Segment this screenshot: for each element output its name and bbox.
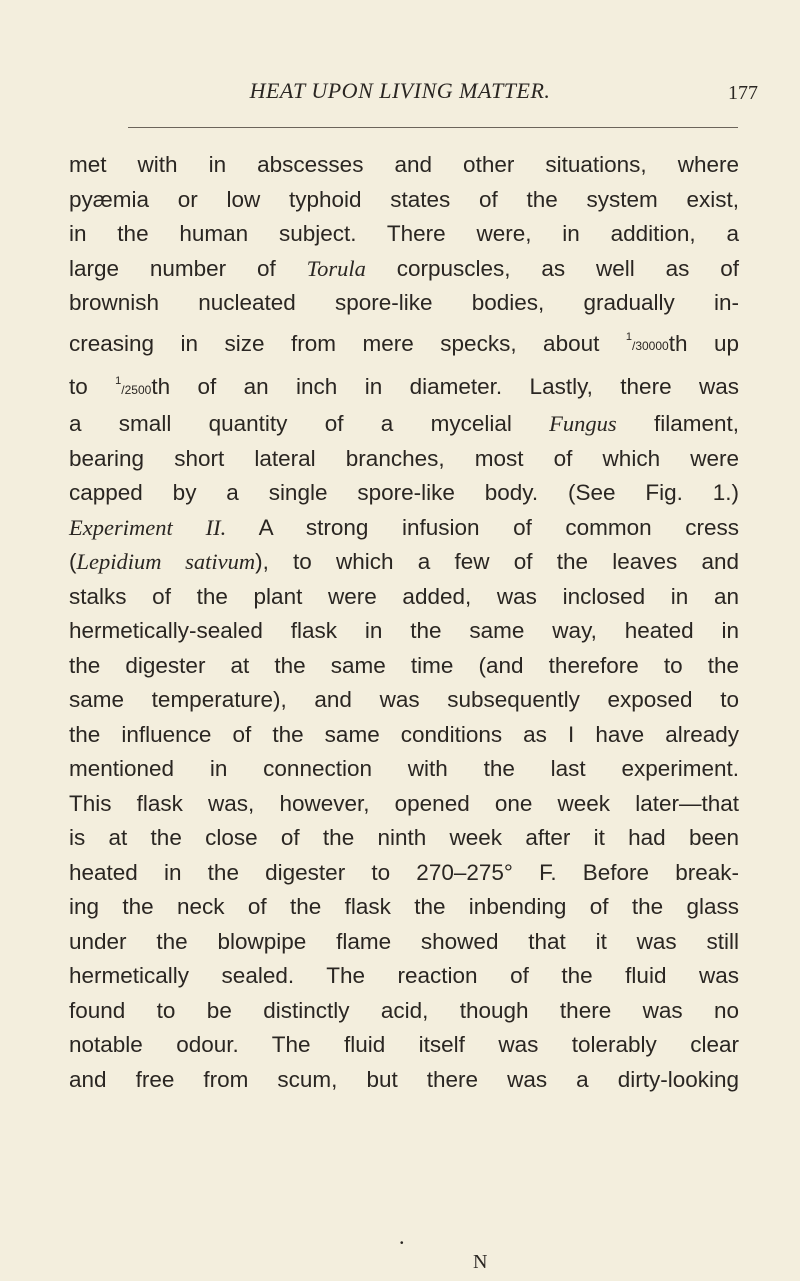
running-head: HEAT UPON LIVING MATTER. bbox=[249, 78, 551, 103]
italic-term: Experiment II. bbox=[69, 514, 227, 540]
text-line: stalks of the plant were added, was inclosed in an bbox=[69, 583, 739, 609]
text-line: and free from scum, but there was a dirty-looking bbox=[69, 1066, 739, 1092]
text-line: heated in the digester to 270–275° F. Before break- bbox=[69, 859, 739, 885]
text-line: found to be distinctly acid, though there was no bbox=[69, 997, 739, 1023]
fraction: $^1$/30000 bbox=[625, 331, 669, 354]
text-line: bearing short lateral branches, most of which were bbox=[69, 445, 739, 471]
text-line: hermetically sealed. The reaction of the fluid was bbox=[69, 963, 739, 989]
italic-term: Torula bbox=[306, 255, 366, 281]
text-line: to $^1$/2500th of an inch in diameter. Lastly, there was bbox=[69, 373, 739, 399]
text-line: (Lepidium sativum), to which a few of the leaves and bbox=[69, 549, 739, 575]
page-number: 177 bbox=[728, 82, 758, 104]
text-line: under the blowpipe flame showed that it was still bbox=[69, 928, 739, 954]
text-line: met with in abscesses and other situations, where bbox=[69, 152, 739, 177]
text-line: ing the neck of the flask the inbending of the glass bbox=[69, 894, 739, 920]
text-line: mentioned in connection with the last experiment. bbox=[69, 756, 739, 782]
header-rule bbox=[128, 127, 738, 128]
text-line: same temperature), and was subsequently exposed to bbox=[69, 687, 739, 713]
text-line: notable odour. The fluid itself was tolerably clear bbox=[69, 1032, 739, 1058]
text-line: a small quantity of a mycelial Fungus filament, bbox=[69, 411, 739, 437]
text-line: creasing in size from mere specks, about $^1$/30000th up bbox=[69, 330, 739, 356]
footer-dot: • bbox=[400, 1238, 404, 1249]
text-line: the influence of the same conditions as I have already bbox=[69, 721, 739, 747]
text-line: Experiment II. A strong infusion of common cress bbox=[69, 514, 739, 540]
italic-term: Lepidium sativum bbox=[76, 549, 256, 575]
text-line: in the human subject. There were, in addition, a bbox=[69, 221, 739, 246]
text-line: the digester at the same time (and therefore to the bbox=[69, 652, 739, 678]
text-line: capped by a single spore-like body. (See Fig. 1.) bbox=[69, 480, 739, 506]
italic-term: Fungus bbox=[549, 411, 617, 437]
text-line: is at the close of the ninth week after it had been bbox=[69, 825, 739, 851]
fraction: $^1$/2500 bbox=[115, 374, 152, 397]
text-line: This flask was, however, opened one week later—that bbox=[69, 790, 739, 816]
body-text bbox=[69, 148, 739, 1097]
text-line: large number of Torula corpuscles, as well as of bbox=[69, 255, 739, 281]
text-line: hermetically-sealed flask in the same way, heated in bbox=[69, 618, 739, 644]
page-header bbox=[0, 72, 800, 112]
text-line: brownish nucleated spore-like bodies, gradually in- bbox=[69, 290, 739, 315]
signature-mark: N bbox=[473, 1251, 488, 1273]
text-line: pyæmia or low typhoid states of the system exist, bbox=[69, 186, 739, 212]
